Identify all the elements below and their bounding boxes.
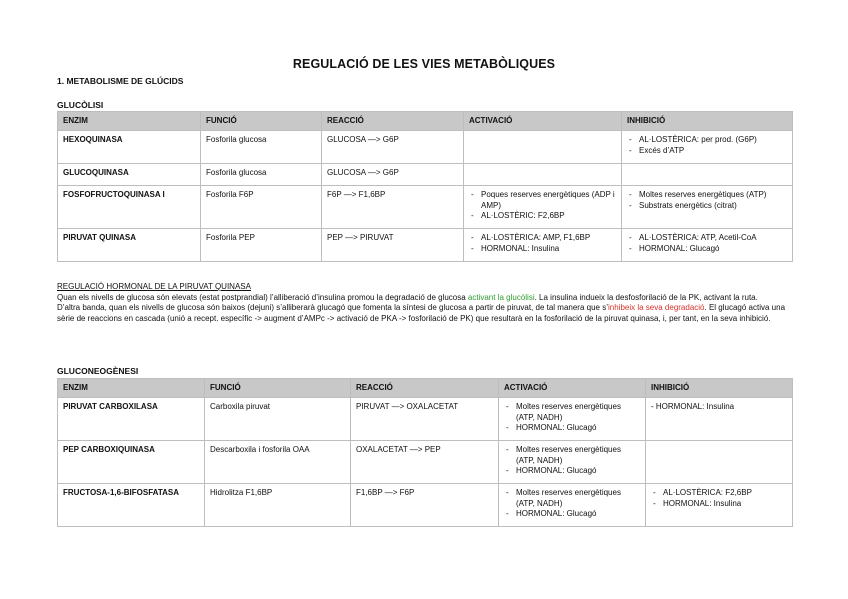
gluconeogenesi-table xyxy=(57,378,793,527)
col-header-activacio: ACTIVACIÓ xyxy=(464,112,622,131)
table-row xyxy=(58,186,793,229)
col-header-inhibicio: INHIBICIÓ xyxy=(622,112,793,131)
funcio-cell: Carboxila piruvat xyxy=(205,398,351,441)
reaccio-cell: GLUCOSA —> G6P xyxy=(322,131,464,164)
gluconeogenesi-heading: GLUCONEOGÈNESI xyxy=(57,366,139,376)
table-header-row xyxy=(58,379,793,398)
inhibicio-cell xyxy=(622,164,793,186)
enzim-cell: HEXOQUINASA xyxy=(58,131,201,164)
bullet-item: - Poques reserves energètiques (ADP i AMP) xyxy=(469,190,616,211)
bullet-item: - Moltes reserves energètiques (ATP, NADH) xyxy=(504,445,640,466)
glucolisi-table xyxy=(57,111,793,262)
bullet-item: - Moltes reserves energètiques (ATP, NADH) xyxy=(504,488,640,509)
funcio-cell: Fosforila glucosa xyxy=(201,131,322,164)
section-heading: 1. METABOLISME DE GLÚCIDS xyxy=(57,76,184,86)
bullet-item: - AL·LOSTÈRICA: F2,6BP xyxy=(651,488,787,499)
bullet-item: - AL·LOSTÈRICA: AMP, F1,6BP xyxy=(469,233,616,244)
table-row xyxy=(58,131,793,164)
bullet-item: - Substrats energètics (citrat) xyxy=(627,201,787,212)
table-row xyxy=(58,398,793,441)
inhibicio-cell xyxy=(646,484,793,527)
bullet-item: - HORMONAL: Insulina xyxy=(469,244,616,255)
activacio-cell xyxy=(464,186,622,229)
text-span: . El glucagó activa una sèrie de reaccions en cascada (unió a recept. específic -> augment d’AMPc -> activació de PKA -> fosforilació de PK) que resultarà en la fosforilació de la piruvat quinasa, i, per tant, en la seva inhibició. xyxy=(57,303,786,323)
col-header-funcio: FUNCIÓ xyxy=(205,379,351,398)
bullet-item: - Excés d’ATP xyxy=(627,146,787,157)
bullet-item: - Moltes reserves energètiques (ATP, NADH) xyxy=(504,402,640,423)
bullet-item: - Moltes reserves energètiques (ATP) xyxy=(627,190,787,201)
inhibicio-cell xyxy=(622,229,793,262)
table-row xyxy=(58,164,793,186)
funcio-cell: Descarboxila i fosforila OAA xyxy=(205,441,351,484)
funcio-cell: Fosforila PEP xyxy=(201,229,322,262)
text-span: Quan els nivells de glucosa són elevats (estat postprandial) l’alliberació d’insulina promou la degradació de glucosa xyxy=(57,292,468,302)
col-header-enzim: ENZIM xyxy=(58,379,205,398)
enzim-cell: PEP CARBOXIQUINASA xyxy=(58,441,205,484)
activacio-cell xyxy=(464,164,622,186)
reaccio-cell: OXALACETAT —> PEP xyxy=(351,441,499,484)
bullet-item: - HORMONAL: Glucagó xyxy=(504,466,640,477)
hormonal-regulation-block xyxy=(57,282,797,324)
bullet-item: - HORMONAL: Glucagó xyxy=(627,244,787,255)
activacio-cell xyxy=(499,398,646,441)
enzim-cell: PIRUVAT QUINASA xyxy=(58,229,201,262)
inhibicio-cell xyxy=(622,131,793,164)
inhibicio-cell xyxy=(622,186,793,229)
bullet-item: - HORMONAL: Glucagó xyxy=(504,509,640,520)
col-header-enzim: ENZIM xyxy=(58,112,201,131)
highlight-green: activant la glucòlisi xyxy=(467,292,535,302)
activacio-cell xyxy=(499,484,646,527)
hormonal-heading: REGULACIÓ HORMONAL DE LA PIRUVAT QUINASA xyxy=(57,282,251,291)
table-header-row xyxy=(58,112,793,131)
reaccio-cell: GLUCOSA —> G6P xyxy=(322,164,464,186)
highlight-red: inhibeix la seva degradació xyxy=(608,303,705,312)
enzim-cell: GLUCOQUINASA xyxy=(58,164,201,186)
reaccio-cell: PEP —> PIRUVAT xyxy=(322,229,464,262)
page-title: REGULACIÓ DE LES VIES METABÒLIQUES xyxy=(292,57,556,71)
paragraph xyxy=(57,303,797,324)
reaccio-cell: F6P —> F1,6BP xyxy=(322,186,464,229)
bullet-item: - AL·LOSTÈRICA: ATP, Acetil-CoA xyxy=(627,233,787,244)
reaccio-cell: PIRUVAT —> OXALACETAT xyxy=(351,398,499,441)
table-row xyxy=(58,229,793,262)
table-row xyxy=(58,441,793,484)
funcio-cell: Hidrolitza F1,6BP xyxy=(205,484,351,527)
funcio-cell: Fosforila glucosa xyxy=(201,164,322,186)
activacio-cell xyxy=(464,229,622,262)
glucolisi-heading: GLUCÒLISI xyxy=(57,100,104,110)
bullet-item: - HORMONAL: Insulina xyxy=(651,499,787,510)
text-span: D’altra banda, quan els nivells de glucosa són baixos (dejuni) s’alliberarà glucagó que fomenta la síntesi de glucosa a partir de piruvat, de tal manera que s’ xyxy=(57,303,608,312)
bullet-item: - AL·LOSTÈRICA: per prod. (G6P) xyxy=(627,135,787,146)
funcio-cell: Fosforila F6P xyxy=(201,186,322,229)
activacio-cell xyxy=(464,131,622,164)
table-row xyxy=(58,484,793,527)
activacio-cell xyxy=(499,441,646,484)
enzim-cell: PIRUVAT CARBOXILASA xyxy=(58,398,205,441)
col-header-funcio: FUNCIÓ xyxy=(201,112,322,131)
bullet-item: - HORMONAL: Glucagó xyxy=(504,423,640,434)
col-header-activacio: ACTIVACIÓ xyxy=(499,379,646,398)
text-span: . La insulina indueix la desfosforilació de la PK, activant la ruta. xyxy=(534,292,758,302)
inhibicio-cell: - HORMONAL: Insulina xyxy=(646,398,793,441)
col-header-inhibicio: INHIBICIÓ xyxy=(646,379,793,398)
paragraph xyxy=(57,293,797,304)
enzim-cell: FOSFOFRUCTOQUINASA I xyxy=(58,186,201,229)
inhibicio-cell xyxy=(646,441,793,484)
enzim-cell: FRUCTOSA-1,6-BIFOSFATASA xyxy=(58,484,205,527)
bullet-item: - AL·LOSTÈRIC: F2,6BP xyxy=(469,211,616,222)
reaccio-cell: F1,6BP —> F6P xyxy=(351,484,499,527)
col-header-reaccio: REACCIÓ xyxy=(351,379,499,398)
col-header-reaccio: REACCIÓ xyxy=(322,112,464,131)
